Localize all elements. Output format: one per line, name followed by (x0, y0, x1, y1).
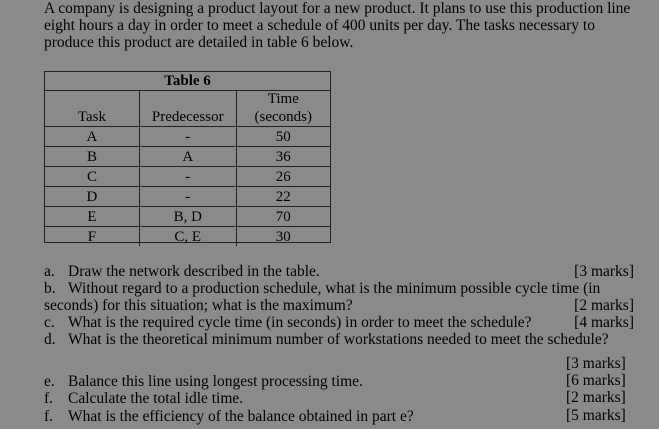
question-letter: d. (44, 331, 56, 348)
question-letter: a. (44, 263, 55, 280)
cell-time: 36 (236, 147, 330, 167)
question-e-marks: [6 marks] (566, 372, 626, 389)
intro-line: produce this product are detailed in table 6 below. (44, 34, 354, 51)
question-d (44, 331, 656, 348)
question-b (44, 280, 634, 297)
question-letter: b. (44, 280, 56, 297)
question-letter: e. (44, 373, 55, 390)
table-header-row (45, 90, 330, 127)
cell-task: F (45, 227, 139, 247)
table-row (45, 167, 330, 187)
question-e (44, 373, 634, 390)
cell-predecessor: - (139, 187, 236, 207)
cell-predecessor: C, E (139, 227, 236, 247)
cell-task: E (45, 207, 139, 227)
cell-predecessor: A (139, 147, 236, 167)
question-f2-marks: [5 marks] (566, 407, 626, 424)
table-row (45, 127, 330, 147)
cell-task: D (45, 187, 139, 207)
question-d-marks: [3 marks] (566, 355, 626, 372)
cell-time: 26 (236, 167, 330, 187)
cell-task: A (45, 127, 139, 147)
question-f1-marks: [2 marks] (566, 389, 626, 406)
question-letter: f. (44, 390, 54, 407)
header-task: Task (45, 90, 139, 127)
question-marks: [2 marks] (574, 297, 634, 314)
header-time-line2: (seconds) (254, 109, 313, 125)
question-text: Calculate the total idle time. (68, 390, 244, 407)
intro-line: eight hours a day in order to meet a schedule of 400 units per day. The tasks necessary to (44, 17, 595, 34)
table-row (45, 147, 330, 167)
table-title: Table 6 (45, 72, 330, 91)
question-letter: f. (44, 408, 54, 425)
cell-predecessor: - (139, 127, 236, 147)
question-text-continued: seconds) for this situation; what is the maximum? (44, 297, 353, 314)
question-text: Draw the network described in the table. (68, 263, 320, 280)
question-b-continued (44, 297, 634, 314)
question-a (44, 263, 634, 280)
header-predecessor: Predecessor (139, 90, 236, 127)
header-time (236, 90, 330, 127)
header-time-line1: Time (267, 91, 299, 107)
question-text: What is the required cycle time (in seconds) in order to meet the schedule? (68, 314, 532, 331)
intro-line: A company is designing a product layout for a new product. It plans to use this production line (44, 0, 631, 17)
question-text: What is the efficiency of the balance obtained in part e? (68, 408, 414, 425)
cell-predecessor: B, D (139, 207, 236, 227)
table-row (45, 187, 330, 207)
question-letter: c. (44, 314, 55, 331)
cell-time: 70 (236, 207, 330, 227)
question-f2 (44, 408, 634, 425)
cell-predecessor: - (139, 167, 236, 187)
intro-paragraph (44, 0, 656, 51)
cell-time: 30 (275, 228, 291, 245)
question-text: What is the theoretical minimum number of workstations needed to meet the schedule? (68, 331, 609, 348)
question-text: Balance this line using longest processing time. (68, 373, 363, 390)
cell-task: C (45, 167, 139, 187)
table-row (45, 227, 330, 247)
question-marks: [3 marks] (574, 263, 634, 280)
question-marks: [4 marks] (574, 314, 634, 331)
question-text: Without regard to a production schedule, what is the minimum possible cycle time (in (68, 280, 601, 297)
cell-time: 50 (236, 127, 330, 147)
cell-task: B (45, 147, 139, 167)
task-table (44, 71, 331, 243)
table-row (45, 207, 330, 227)
question-f1 (44, 390, 634, 407)
question-c (44, 314, 634, 331)
cell-time: 22 (236, 187, 330, 207)
task-table-grid (45, 90, 330, 246)
